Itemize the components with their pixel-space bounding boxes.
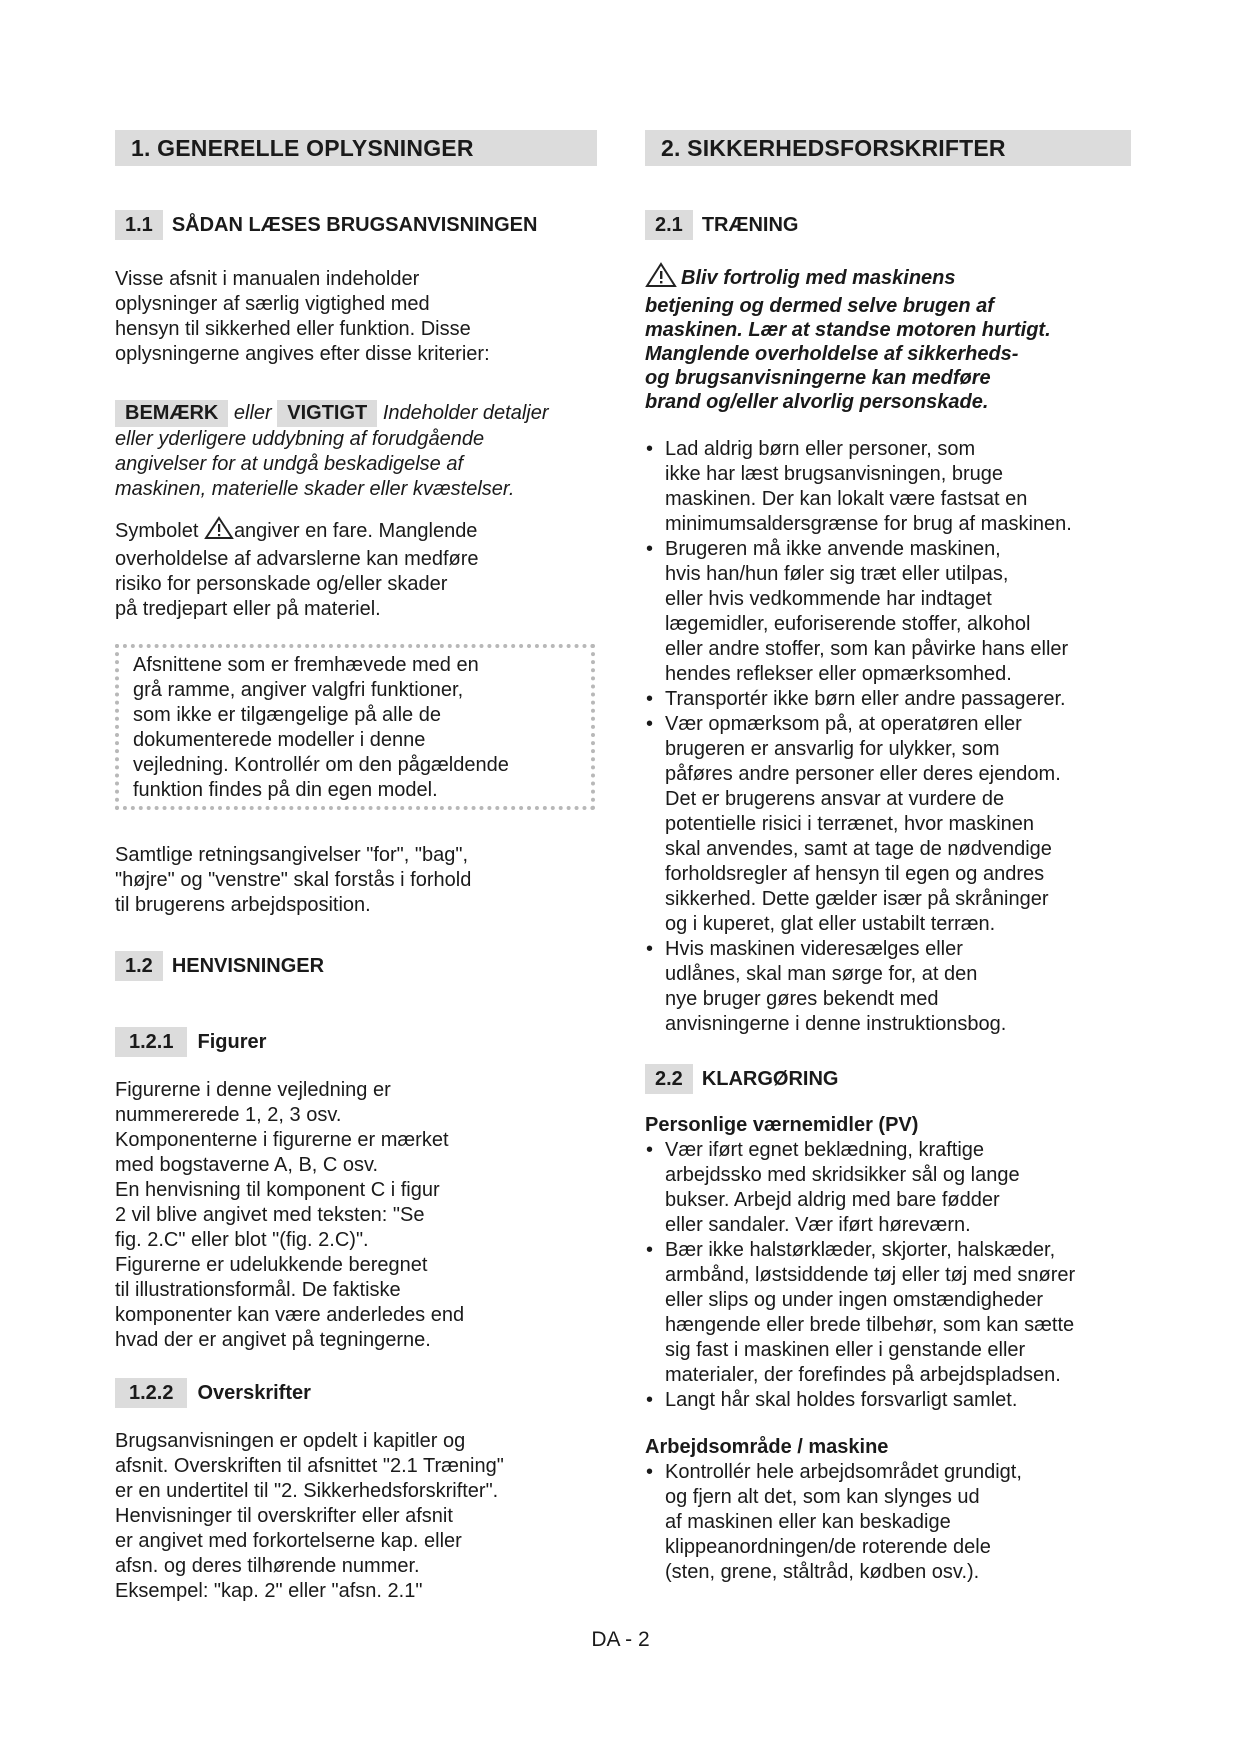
heading-1-2 [115, 951, 597, 981]
warning-icon [645, 262, 677, 294]
section-number: 1.2 [115, 951, 163, 981]
direction-paragraph: Samtlige retningsangivelser "for", "bag", "højre" og "venstre" skal forstås i forhold til brugerens arbejdsposition. [115, 844, 472, 916]
list-item: • Vær iført egnet beklædning, kraftige arbejdssko med skridsikker sål og lange bukser. Arbejd aldrig med bare fødder eller sandaler. Vær iført høreværn. [646, 1139, 1020, 1236]
section-title: TRÆNING [701, 214, 799, 236]
intro-paragraph: Visse afsnit i manualen indeholder oplysninger af særlig vigtighed med hensyn til sikkerhed eller funktion. Disse oplysningerne angives efter disse kriterier: [115, 268, 490, 365]
section-number: 2.2 [645, 1064, 693, 1094]
heading-2-2 [645, 1064, 1131, 1094]
headings-paragraph: Brugsanvisningen er opdelt i kapitler og afsnit. Overskriften til afsnittet "2.1 Træning" er en undertitel til "2. Sikkerhedsforskrifter". Henvisninger til overskrifter eller afsnit er angivet med forkortelserne kap. eller afsn. og deres tilhørende nummer. Eksempel: "kap. 2" eller "afsn. 2.1" [115, 1430, 504, 1602]
list-item: • Transportér ikke børn eller andre passagerer. [646, 688, 1066, 710]
optional-features-box [115, 644, 595, 810]
list-item: • Kontrollér hele arbejdsområdet grundigt, og fjern alt det, som kan slynges ud af maskinen eller kan beskadige klippeanordningen/de roterende dele (sten, grene, ståltråd, kødben osv.). [646, 1461, 1022, 1583]
list-item: • Bær ikke halstørklæder, skjorter, halskæder, armbånd, løstsiddende tøj eller tøj med snører eller slips og under ingen omstændigheder hængende eller brede tilbehør, som kan sætte sig fast i maskinen eller i genstande eller materialer, der forefindes på arbejdspladsen. [646, 1239, 1076, 1386]
symbol-paragraph: Symbolet angiver en fare. Manglende overholdelse af advarslerne kan medføre risiko for personskade og/eller skader på tredjepart eller på materiel. [115, 516, 597, 622]
list-item: • Hvis maskinen videresælges eller udlånes, skal man sørge for, at den nye bruger gøres bekendt med anvisningerne i denne instruktionsbog. [646, 938, 1007, 1035]
list-item: • Brugeren må ikke anvende maskinen, hvis han/hun føler sig træt eller utilpas, eller hvis vedkommende har indtaget lægemidler, euforiserende stoffer, alkohol eller andre stoffer, som kan påvirke hans eller hendes reflekser eller opmærksomhed. [646, 538, 1069, 685]
section-number: 1.2.2 [115, 1378, 187, 1408]
work-area-subheading: Arbejdsområde / maskine [645, 1436, 889, 1458]
box-paragraph: Afsnittene som er fremhævede med en grå ramme, angiver valgfri funktioner, som ikke er tilgængelige på alle de dokumenterede modeller i denne vejledning. Kontrollér om den pågældende funktion findes på din egen model. [133, 654, 509, 801]
warning-icon [204, 516, 234, 547]
section-title: SÅDAN LÆSES BRUGSANVISNINGEN [171, 214, 538, 236]
note-paragraph: BEMÆRK eller VIGTIGT Indeholder detaljer eller yderligere uddybning af forudgående angivelser for at undgå beskadigelse af maskinen, materielle skader eller kvæstelser. [115, 402, 549, 500]
right-column [645, 130, 1131, 1585]
page-number: DA - 2 [591, 1628, 650, 1651]
section-title: KLARGØRING [701, 1068, 839, 1090]
left-column [115, 130, 597, 1604]
section-number: 1.2.1 [115, 1027, 187, 1057]
section-number: 1.1 [115, 210, 163, 240]
heading-1-1 [115, 210, 597, 240]
section-title: Figurer [197, 1031, 267, 1053]
training-list [645, 437, 1131, 1037]
ppe-subheading: Personlige værnemidler (PV) [645, 1114, 919, 1136]
heading-2-1 [645, 210, 1131, 240]
heading-1-2-2 [115, 1378, 597, 1408]
heading-safety: 2. SIKKERHEDSFORSKRIFTER [645, 130, 1131, 166]
heading-general-info: 1. GENERELLE OPLYSNINGER [115, 130, 597, 166]
ppe-list [645, 1138, 1131, 1413]
section-title: HENVISNINGER [171, 955, 325, 977]
list-item: • Lad aldrig børn eller personer, som ikke har læst brugsanvisningen, bruge maskinen. Der kan lokalt være fastsat en minimumsaldersgrænse for brug af maskinen. [646, 438, 1072, 535]
work-area-list [645, 1460, 1131, 1585]
heading-1-2-1 [115, 1027, 597, 1057]
training-warning: Bliv fortrolig med maskinens betjening og dermed selve brugen af maskinen. Lær at standse motoren hurtigt. Manglende overholdelse af sikkerheds- og brugsanvisningerne kan medføre brand og/eller alvorlig personskade. [645, 262, 1131, 414]
important-tag: VIGTIGT [277, 400, 377, 427]
section-number: 2.1 [645, 210, 693, 240]
list-item: • Langt hår skal holdes forsvarligt samlet. [646, 1389, 1018, 1411]
list-item: • Vær opmærksom på, at operatøren eller brugeren er ansvarlig for ulykker, som påføres andre personer eller deres ejendom. Det er brugerens ansvar at vurdere de potentielle risici i terrænet, hvor maskinen skal anvendes, samt at tage de nødvendige forholdsregler af hensyn til egen og andres sikkerhed. Dette gælder især på skråninger og i kuperet, glat eller ustabilt terræn. [646, 713, 1061, 935]
note-tag: BEMÆRK [115, 400, 228, 427]
figures-paragraph: Figurerne i denne vejledning er nummererede 1, 2, 3 osv. Komponenterne i figurerne er mærket med bogstaverne A, B, C osv. En henvisning til komponent C i figur 2 vil blive angivet med teksten: "Se fig. 2.C" eller blot "(fig. 2.C)". Figurerne er udelukkende beregnet til illustrationsformål. De faktiske komponenter kan være anderledes end hvad der er angivet på tegningerne. [115, 1079, 465, 1351]
section-title: Overskrifter [197, 1382, 311, 1404]
